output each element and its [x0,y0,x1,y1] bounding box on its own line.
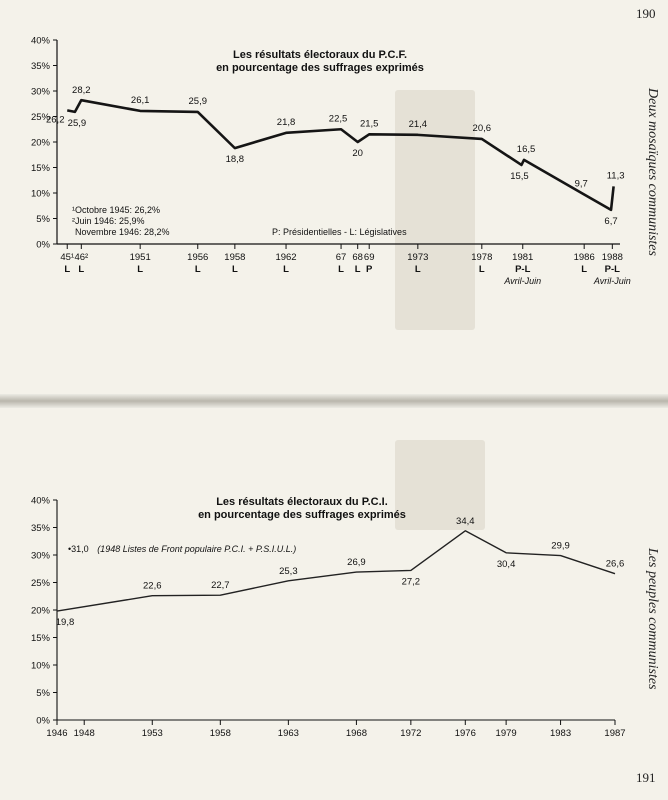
pcf-x-tick-year: 69 [363,252,375,263]
pcf-x-tick-year: 1958 [224,252,246,263]
page-number-top: 190 [636,6,656,21]
pcf-note-3: Novembre 1946: 28,2% [75,227,170,237]
pcf-data-label: 26,1 [130,94,150,106]
pcf-data-label: 6,7 [604,215,618,227]
pci-x-tick-label: 1979 [495,728,517,739]
pcf-y-tick-label: 20% [30,137,50,149]
pcf-y-tick-label: 15% [30,163,50,174]
pcf-x-tick-type: P-L [515,264,531,275]
pci-data-label: 26,9 [347,557,366,569]
pci-series-line [57,531,615,611]
pcf-x-tick-year: 1956 [187,252,209,263]
pcf-x-tick-type: L [137,264,144,275]
running-head-bottom: Les peuples communistes [645,548,660,690]
pcf-data-label: 28,2 [72,85,91,97]
pci-y-tick-label: 25% [30,578,50,589]
pcf-data-label: 21,5 [359,118,379,130]
pci-y-tick-label: 30% [30,550,50,562]
pcf-title-line-1: Les résultats électoraux du P.C.F. [232,49,408,61]
pcf-x-tick-type: P [366,264,373,275]
pci-data-label: 22,6 [143,580,162,592]
pcf-y-tick-label: 35% [30,61,50,72]
pcf-x-tick-type: L [194,264,201,275]
pci-data-label: 26,6 [605,558,625,570]
pcf-data-label: 20 [352,148,363,159]
pci-y-tick-label: 20% [30,605,50,617]
pcf-data-label: 21,8 [276,116,296,128]
pcf-x-tick-type: L [64,264,71,275]
pci-x-tick-label: 1968 [345,728,367,739]
pci-y-tick-label: 35% [30,523,50,534]
pci-title-line-1: Les résultats électoraux du P.C.I. [216,496,388,508]
pcf-data-label: 26,2 [45,114,65,126]
pcf-data-label: 11,3 [606,170,625,182]
pcf-x-tick-year: 1962 [275,252,297,263]
pcf-x-tick-type: L [231,264,238,275]
pci-data-label: 27,2 [401,576,421,588]
pci-annotation-value: •31,0 [68,544,89,554]
pci-data-label: 29,9 [551,540,570,552]
pci-x-tick-label: 1963 [277,728,299,739]
pcf-data-label: 25,9 [67,117,87,129]
pcf-data-label: 18,8 [225,154,245,166]
running-head-top: Deux mosaïques communistes [645,88,660,256]
pcf-y-tick-label: 30% [30,86,50,98]
pci-y-tick-label: 10% [30,660,50,672]
pci-x-tick-label: 1987 [604,728,626,739]
pcf-x-tick-year: 1973 [407,252,429,263]
pcf-x-tick-year: 1978 [471,252,493,263]
pci-y-tick-label: 5% [36,688,50,699]
pcf-x-tick-type: L [78,264,85,275]
pci-y-tick-label: 15% [30,633,50,644]
pcf-y-tick-label: 5% [36,214,50,225]
pci-x-tick-label: 1983 [549,728,572,739]
pcf-x-tick-type: L [414,264,421,275]
pcf-x-tick-year: 67 [335,252,347,263]
pcf-y-tick-label: 25% [30,112,50,123]
pci-x-tick-label: 1972 [400,728,422,739]
pcf-title-line-2: en pourcentage des suffrages exprimés [216,62,424,74]
pcf-x-tick-year: 1986 [573,252,595,263]
pcf-x-tick-type: L [283,264,289,275]
pci-data-label: 25,3 [279,565,298,577]
pcf-data-label: 15,5 [510,170,529,182]
pcf-data-label: 9,7 [574,178,588,190]
pcf-data-label: 25,9 [188,95,207,107]
pcf-data-label: 16,5 [516,143,536,155]
pcf-x-tick-note: Avril-Juin [504,276,542,286]
pci-y-tick-label: 0% [36,715,50,727]
pci-data-label: 19,8 [55,617,75,629]
pci-data-label: 34,4 [456,515,475,527]
pci-data-label: 30,4 [496,558,516,570]
pci-x-tick-label: 1953 [141,728,163,739]
pci-annotation [68,544,296,554]
pcf-x-tick-year: 1951 [129,252,151,263]
pcf-y-tick-label: 40% [30,35,50,47]
pcf-x-tick-type: L [478,264,485,275]
pcf-x-tick-note: Avril-Juin [593,276,631,286]
pci-title-line-2: en pourcentage des suffrages exprimés [198,509,406,521]
pci-x-tick-label: 1948 [73,728,95,739]
pci-x-tick-label: 1946 [46,728,68,739]
pci-x-tick-label: 1958 [209,728,231,739]
pcf-x-tick-type: P-L [604,264,620,275]
pcf-data-label: 20,6 [472,122,492,134]
pcf-y-tick-label: 10% [30,188,50,200]
page-number-bottom: 191 [636,770,656,785]
pcf-x-tick-type: L [354,264,361,275]
pcf-x-tick-type: L [581,264,588,275]
pcf-x-tick-year: 1988 [601,252,623,263]
pcf-x-tick-year: 45¹ [60,252,75,263]
pcf-legend: P: Présidentielles - L: Législatives [272,227,407,237]
pcf-x-tick-year: 1981 [512,252,534,263]
pci-x-tick-label: 1976 [454,728,476,739]
pcf-y-tick-label: 0% [36,239,50,251]
pcf-note-1: ¹Octobre 1945: 26,2% [72,205,161,215]
pcf-x-tick-type: L [338,264,344,275]
pcf-x-tick-year: 46² [74,252,89,263]
pcf-note-2: ²Juin 1946: 25,9% [72,216,145,226]
pci-data-label: 22,7 [211,580,230,592]
pcf-x-tick-year: 68 [352,252,363,263]
pcf-data-label: 22,5 [328,113,348,125]
pcf-data-label: 21,4 [408,118,428,130]
pci-y-tick-label: 40% [30,495,50,507]
pci-annotation-text: (1948 Listes de Front populaire P.C.I. + P.S.I.U.L.) [97,544,297,554]
